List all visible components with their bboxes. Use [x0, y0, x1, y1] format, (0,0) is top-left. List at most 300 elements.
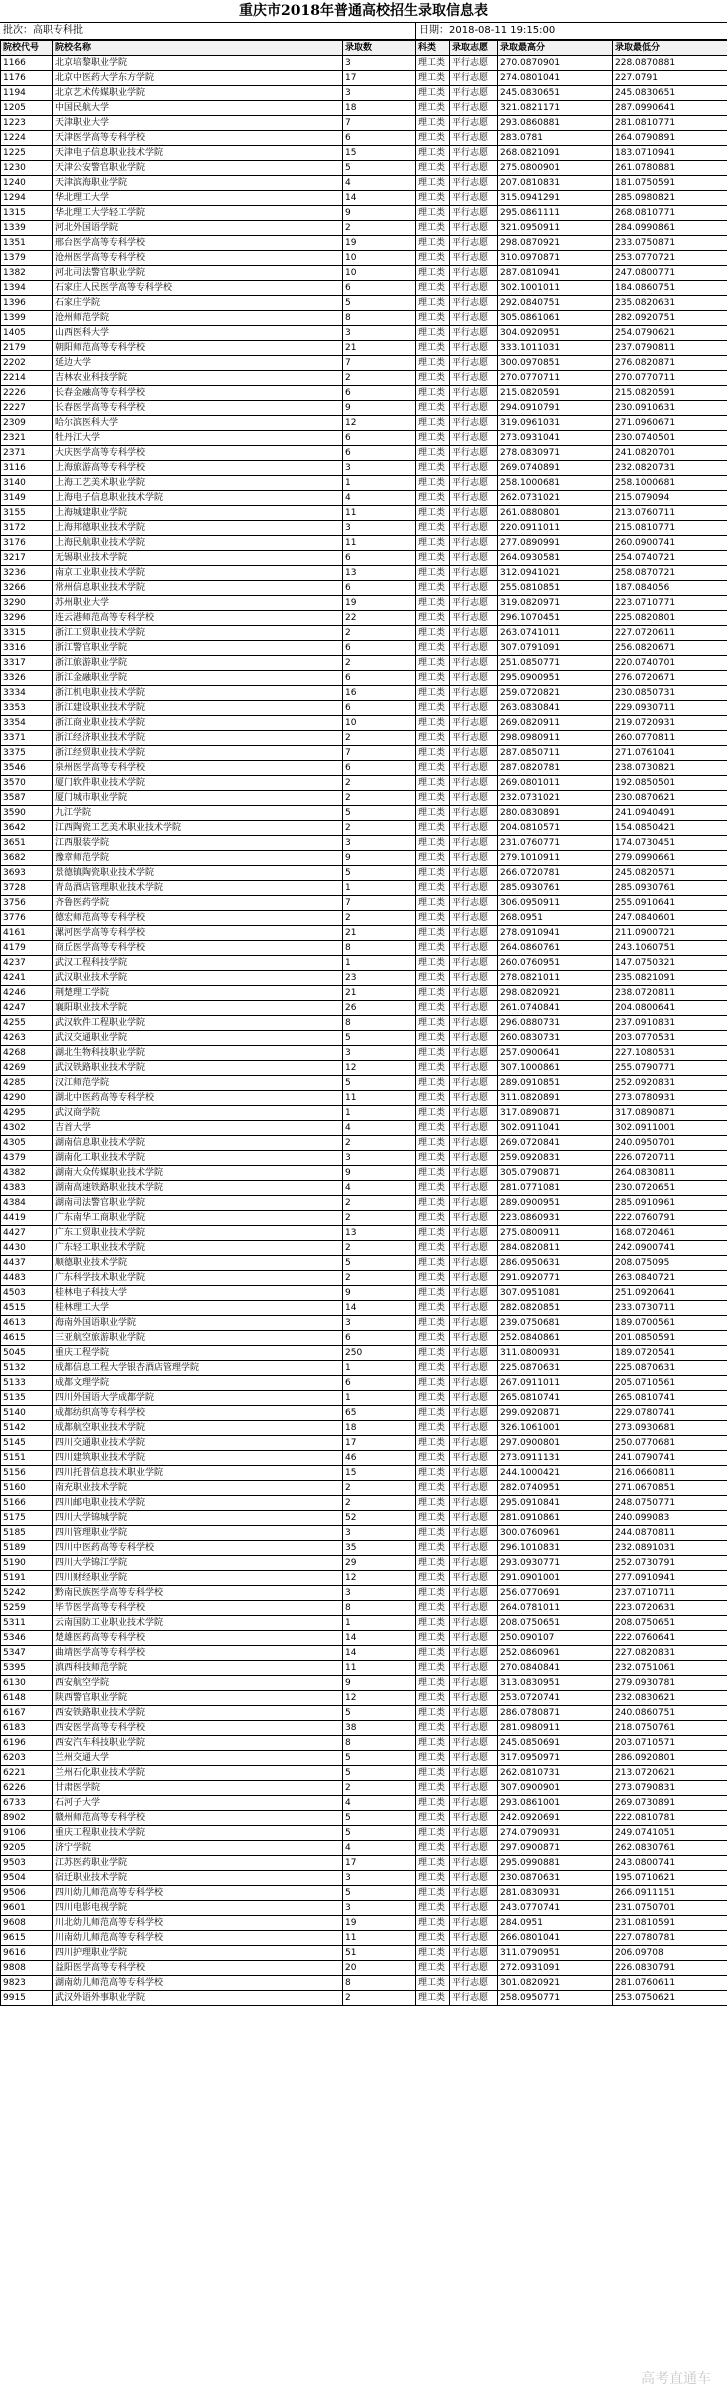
table-row: [1, 1421, 727, 1436]
cell-school-name: 厦门软件职业技术学院: [53, 776, 343, 791]
table-row: [1, 176, 727, 191]
cell-min-score: 220.0740701: [613, 656, 727, 671]
cell-admitted-count: 10: [343, 716, 416, 731]
cell-school-name: 中国民航大学: [53, 101, 343, 116]
cell-max-score: 310.0970871: [498, 251, 613, 266]
cell-min-score: 227.0720611: [613, 626, 727, 641]
cell-admitted-count: 3: [343, 1526, 416, 1541]
cell-min-score: 245.0830651: [613, 86, 727, 101]
cell-preference: 平行志愿: [450, 1991, 498, 2006]
cell-max-score: 251.0850771: [498, 656, 613, 671]
cell-school-name: 吉林农业科技学院: [53, 371, 343, 386]
cell-min-score: 227.0791: [613, 71, 727, 86]
cell-min-score: 213.0720621: [613, 1766, 727, 1781]
cell-preference: 平行志愿: [450, 1121, 498, 1136]
header-row: [1, 41, 727, 56]
table-row: [1, 1436, 727, 1451]
cell-preference: 平行志愿: [450, 176, 498, 191]
cell-preference: 平行志愿: [450, 776, 498, 791]
cell-school-code: 6203: [1, 1751, 53, 1766]
cell-admitted-count: 2: [343, 1991, 416, 2006]
table-row: [1, 1616, 727, 1631]
cell-school-code: 1315: [1, 206, 53, 221]
cell-preference: 平行志愿: [450, 971, 498, 986]
cell-preference: 平行志愿: [450, 956, 498, 971]
table-row: [1, 161, 727, 176]
cell-admitted-count: 2: [343, 656, 416, 671]
cell-school-name: 河北外国语学院: [53, 221, 343, 236]
cell-subject: 理工类: [416, 386, 450, 401]
cell-school-code: 3140: [1, 476, 53, 491]
cell-subject: 理工类: [416, 701, 450, 716]
cell-min-score: 195.0710621: [613, 1871, 727, 1886]
cell-school-name: 上海民航职业技术学院: [53, 536, 343, 551]
cell-school-name: 湖南信息职业技术学院: [53, 1136, 343, 1151]
cell-preference: 平行志愿: [450, 791, 498, 806]
table-row: [1, 1586, 727, 1601]
cell-admitted-count: 3: [343, 1316, 416, 1331]
cell-subject: 理工类: [416, 881, 450, 896]
table-body: [1, 56, 727, 2006]
cell-subject: 理工类: [416, 146, 450, 161]
cell-subject: 理工类: [416, 1826, 450, 1841]
cell-max-score: 215.0820591: [498, 386, 613, 401]
cell-admitted-count: 6: [343, 1331, 416, 1346]
cell-preference: 平行志愿: [450, 1661, 498, 1676]
cell-max-score: 307.0900901: [498, 1781, 613, 1796]
cell-school-name: 四川大学锦城学院: [53, 1511, 343, 1526]
table-row: [1, 356, 727, 371]
cell-school-code: 5189: [1, 1541, 53, 1556]
cell-school-name: 上海城建职业学院: [53, 506, 343, 521]
cell-school-name: 天津滨海职业学院: [53, 176, 343, 191]
cell-subject: 理工类: [416, 641, 450, 656]
cell-subject: 理工类: [416, 671, 450, 686]
cell-admitted-count: 4: [343, 1796, 416, 1811]
cell-school-name: 顺德职业技术学院: [53, 1256, 343, 1271]
cell-preference: 平行志愿: [450, 1181, 498, 1196]
cell-subject: 理工类: [416, 1196, 450, 1211]
cell-admitted-count: 3: [343, 1871, 416, 1886]
cell-min-score: 201.0850591: [613, 1331, 727, 1346]
cell-admitted-count: 5: [343, 1766, 416, 1781]
cell-admitted-count: 6: [343, 386, 416, 401]
cell-admitted-count: 5: [343, 866, 416, 881]
cell-preference: 平行志愿: [450, 1091, 498, 1106]
cell-preference: 平行志愿: [450, 1166, 498, 1181]
cell-school-name: 湖南大众传媒职业技术学院: [53, 1166, 343, 1181]
cell-max-score: 284.0820811: [498, 1241, 613, 1256]
cell-school-name: 浙江工贸职业技术学院: [53, 626, 343, 641]
cell-admitted-count: 18: [343, 101, 416, 116]
cell-subject: 理工类: [416, 551, 450, 566]
cell-max-score: 278.0910941: [498, 926, 613, 941]
cell-preference: 平行志愿: [450, 1796, 498, 1811]
cell-subject: 理工类: [416, 1361, 450, 1376]
cell-min-score: 271.0670851: [613, 1481, 727, 1496]
cell-max-score: 255.0810851: [498, 581, 613, 596]
table-row: [1, 1826, 727, 1841]
cell-preference: 平行志愿: [450, 641, 498, 656]
cell-max-score: 239.0750681: [498, 1316, 613, 1331]
table-row: [1, 776, 727, 791]
cell-subject: 理工类: [416, 1856, 450, 1871]
header-school-code: 院校代号: [1, 41, 53, 56]
cell-min-score: 229.0930711: [613, 701, 727, 716]
cell-school-name: 厦门城市职业学院: [53, 791, 343, 806]
cell-subject: 理工类: [416, 476, 450, 491]
cell-school-code: 5133: [1, 1376, 53, 1391]
cell-school-code: 5135: [1, 1391, 53, 1406]
cell-school-code: 4263: [1, 1031, 53, 1046]
cell-subject: 理工类: [416, 221, 450, 236]
cell-school-name: 上海工艺美术职业学院: [53, 476, 343, 491]
cell-max-score: 297.0900801: [498, 1436, 613, 1451]
cell-school-name: 南充职业技术学院: [53, 1481, 343, 1496]
table-row: [1, 191, 727, 206]
cell-admitted-count: 1: [343, 881, 416, 896]
cell-subject: 理工类: [416, 86, 450, 101]
cell-subject: 理工类: [416, 1901, 450, 1916]
cell-subject: 理工类: [416, 716, 450, 731]
cell-subject: 理工类: [416, 566, 450, 581]
cell-school-name: 湖南幼儿师范高等专科学校: [53, 1976, 343, 1991]
cell-max-score: 262.0731021: [498, 491, 613, 506]
cell-min-score: 242.0900741: [613, 1241, 727, 1256]
cell-school-code: 1166: [1, 56, 53, 71]
cell-min-score: 254.0790621: [613, 326, 727, 341]
table-row: [1, 596, 727, 611]
cell-max-score: 256.0770691: [498, 1586, 613, 1601]
cell-min-score: 271.0761041: [613, 746, 727, 761]
cell-max-score: 289.0910851: [498, 1076, 613, 1091]
cell-preference: 平行志愿: [450, 236, 498, 251]
cell-school-name: 四川中医药高等专科学校: [53, 1541, 343, 1556]
cell-min-score: 287.0990641: [613, 101, 727, 116]
cell-max-score: 264.0781011: [498, 1601, 613, 1616]
cell-preference: 平行志愿: [450, 71, 498, 86]
cell-subject: 理工类: [416, 1316, 450, 1331]
table-row: [1, 806, 727, 821]
cell-school-name: 济宁学院: [53, 1841, 343, 1856]
cell-subject: 理工类: [416, 1271, 450, 1286]
cell-school-name: 浙江经贸职业技术学院: [53, 746, 343, 761]
cell-subject: 理工类: [416, 1496, 450, 1511]
cell-min-score: 187.084056: [613, 581, 727, 596]
batch-label: 批次：高职专科批: [3, 25, 83, 36]
cell-school-name: 河北司法警官职业学院: [53, 266, 343, 281]
cell-max-score: 230.0870631: [498, 1871, 613, 1886]
table-row: [1, 1661, 727, 1676]
cell-admitted-count: 14: [343, 1301, 416, 1316]
cell-school-code: 1230: [1, 161, 53, 176]
cell-admitted-count: 3: [343, 836, 416, 851]
cell-school-code: 1405: [1, 326, 53, 341]
cell-school-code: 3371: [1, 731, 53, 746]
cell-admitted-count: 4: [343, 1121, 416, 1136]
table-row: [1, 1916, 727, 1931]
cell-max-score: 245.0830651: [498, 86, 613, 101]
cell-max-score: 223.0860931: [498, 1211, 613, 1226]
cell-school-code: 4179: [1, 941, 53, 956]
cell-school-name: 沧州师范学院: [53, 311, 343, 326]
cell-max-score: 264.0930581: [498, 551, 613, 566]
cell-school-name: 青岛酒店管理职业技术学院: [53, 881, 343, 896]
cell-subject: 理工类: [416, 1631, 450, 1646]
cell-school-code: 5151: [1, 1451, 53, 1466]
cell-school-name: 天津医学高等专科学校: [53, 131, 343, 146]
cell-max-score: 242.0920691: [498, 1811, 613, 1826]
cell-school-name: 无锡职业技术学院: [53, 551, 343, 566]
cell-preference: 平行志愿: [450, 506, 498, 521]
cell-min-score: 203.0710571: [613, 1736, 727, 1751]
cell-max-score: 282.0740951: [498, 1481, 613, 1496]
cell-school-code: 3172: [1, 521, 53, 536]
cell-admitted-count: 3: [343, 461, 416, 476]
cell-admitted-count: 20: [343, 1961, 416, 1976]
cell-admitted-count: 14: [343, 1646, 416, 1661]
cell-school-name: 四川大学锦江学院: [53, 1556, 343, 1571]
table-row: [1, 731, 727, 746]
cell-max-score: 204.0810571: [498, 821, 613, 836]
cell-school-name: 西安铁路职业技术学院: [53, 1706, 343, 1721]
cell-school-name: 北京中医药大学东方学院: [53, 71, 343, 86]
cell-min-score: 253.0770721: [613, 251, 727, 266]
cell-admitted-count: 2: [343, 1496, 416, 1511]
table-row: [1, 851, 727, 866]
cell-school-code: 4268: [1, 1046, 53, 1061]
cell-min-score: 230.0720651: [613, 1181, 727, 1196]
cell-admitted-count: 1: [343, 956, 416, 971]
cell-min-score: 255.0790771: [613, 1061, 727, 1076]
cell-school-name: 四川外国语大学成都学院: [53, 1391, 343, 1406]
cell-preference: 平行志愿: [450, 371, 498, 386]
table-row: [1, 116, 727, 131]
cell-admitted-count: 6: [343, 641, 416, 656]
cell-school-name: 景德镇陶瓷职业技术学院: [53, 866, 343, 881]
cell-max-score: 289.0900951: [498, 1196, 613, 1211]
cell-school-name: 浙江旅游职业学院: [53, 656, 343, 671]
cell-preference: 平行志愿: [450, 191, 498, 206]
table-row: [1, 971, 727, 986]
cell-subject: 理工类: [416, 1541, 450, 1556]
cell-subject: 理工类: [416, 1421, 450, 1436]
cell-school-name: 四川交通职业技术学院: [53, 1436, 343, 1451]
cell-school-name: 漯河医学高等专科学校: [53, 926, 343, 941]
cell-school-code: 3317: [1, 656, 53, 671]
cell-admitted-count: 5: [343, 1751, 416, 1766]
cell-max-score: 307.0951081: [498, 1286, 613, 1301]
cell-max-score: 267.0911011: [498, 1376, 613, 1391]
cell-subject: 理工类: [416, 806, 450, 821]
table-row: [1, 1991, 727, 2006]
table-row: [1, 1031, 727, 1046]
cell-admitted-count: 9: [343, 401, 416, 416]
table-row: [1, 296, 727, 311]
cell-subject: 理工类: [416, 1556, 450, 1571]
cell-min-score: 317.0890871: [613, 1106, 727, 1121]
table-row: [1, 1181, 727, 1196]
cell-subject: 理工类: [416, 1811, 450, 1826]
cell-school-name: 吉首大学: [53, 1121, 343, 1136]
cell-preference: 平行志愿: [450, 101, 498, 116]
cell-min-score: 238.0720811: [613, 986, 727, 1001]
cell-admitted-count: 6: [343, 281, 416, 296]
table-row: [1, 1886, 727, 1901]
cell-subject: 理工类: [416, 101, 450, 116]
cell-subject: 理工类: [416, 296, 450, 311]
cell-max-score: 269.0720841: [498, 1136, 613, 1151]
cell-admitted-count: 26: [343, 1001, 416, 1016]
cell-preference: 平行志愿: [450, 941, 498, 956]
cell-preference: 平行志愿: [450, 1601, 498, 1616]
table-row: [1, 1631, 727, 1646]
table-row: [1, 761, 727, 776]
cell-school-name: 西安汽车科技职业学院: [53, 1736, 343, 1751]
cell-school-code: 5160: [1, 1481, 53, 1496]
header-min-score: 录取最低分: [613, 41, 727, 56]
cell-admitted-count: 2: [343, 1781, 416, 1796]
table-row: [1, 1016, 727, 1031]
cell-preference: 平行志愿: [450, 281, 498, 296]
cell-admitted-count: 11: [343, 1931, 416, 1946]
cell-min-score: 219.0720931: [613, 716, 727, 731]
cell-school-name: 豫章师范学院: [53, 851, 343, 866]
cell-preference: 平行志愿: [450, 1691, 498, 1706]
cell-min-score: 285.0910961: [613, 1196, 727, 1211]
header-school-name: 院校名称: [53, 41, 343, 56]
cell-max-score: 304.0920951: [498, 326, 613, 341]
cell-min-score: 261.0780881: [613, 161, 727, 176]
cell-school-name: 广东工贸职业技术学院: [53, 1226, 343, 1241]
cell-min-score: 281.0810771: [613, 116, 727, 131]
cell-max-score: 302.1001011: [498, 281, 613, 296]
cell-admitted-count: 2: [343, 1481, 416, 1496]
cell-min-score: 154.0850421: [613, 821, 727, 836]
cell-admitted-count: 6: [343, 431, 416, 446]
cell-max-score: 285.0930761: [498, 881, 613, 896]
cell-admitted-count: 2: [343, 1136, 416, 1151]
cell-subject: 理工类: [416, 1346, 450, 1361]
cell-admitted-count: 2: [343, 1271, 416, 1286]
cell-preference: 平行志愿: [450, 1466, 498, 1481]
cell-school-name: 川南幼儿师范高等专科学校: [53, 1931, 343, 1946]
cell-preference: 平行志愿: [450, 1526, 498, 1541]
cell-subject: 理工类: [416, 341, 450, 356]
table-row: [1, 1901, 727, 1916]
cell-school-code: 6226: [1, 1781, 53, 1796]
cell-max-score: 293.0861001: [498, 1796, 613, 1811]
cell-preference: 平行志愿: [450, 1676, 498, 1691]
cell-admitted-count: 8: [343, 1016, 416, 1031]
table-row: [1, 446, 727, 461]
cell-max-score: 301.0820921: [498, 1976, 613, 1991]
cell-school-code: 3693: [1, 866, 53, 881]
cell-min-score: 260.0770811: [613, 731, 727, 746]
cell-subject: 理工类: [416, 1091, 450, 1106]
cell-max-score: 258.0950771: [498, 1991, 613, 2006]
cell-max-score: 252.0840861: [498, 1331, 613, 1346]
cell-preference: 平行志愿: [450, 746, 498, 761]
cell-admitted-count: 6: [343, 581, 416, 596]
cell-subject: 理工类: [416, 1916, 450, 1931]
cell-school-name: 成都航空职业技术学院: [53, 1421, 343, 1436]
cell-school-name: 江西陶瓷工艺美术职业技术学院: [53, 821, 343, 836]
cell-admitted-count: 51: [343, 1946, 416, 1961]
cell-admitted-count: 23: [343, 971, 416, 986]
table-row: [1, 1871, 727, 1886]
cell-school-name: 西安航空学院: [53, 1676, 343, 1691]
cell-preference: 平行志愿: [450, 476, 498, 491]
cell-max-score: 300.0970851: [498, 356, 613, 371]
cell-subject: 理工类: [416, 596, 450, 611]
cell-subject: 理工类: [416, 401, 450, 416]
cell-school-code: 5185: [1, 1526, 53, 1541]
cell-min-score: 215.079094: [613, 491, 727, 506]
cell-admitted-count: 13: [343, 566, 416, 581]
cell-preference: 平行志愿: [450, 341, 498, 356]
cell-school-code: 3546: [1, 761, 53, 776]
table-row: [1, 1046, 727, 1061]
cell-min-score: 240.0860751: [613, 1706, 727, 1721]
cell-school-code: 5259: [1, 1601, 53, 1616]
cell-school-name: 滇西科技师范学院: [53, 1661, 343, 1676]
cell-school-code: 4379: [1, 1151, 53, 1166]
cell-admitted-count: 9: [343, 1166, 416, 1181]
cell-min-score: 174.0730451: [613, 836, 727, 851]
table-row: [1, 1856, 727, 1871]
header-max-score: 录取最高分: [498, 41, 613, 56]
cell-subject: 理工类: [416, 1001, 450, 1016]
cell-preference: 平行志愿: [450, 296, 498, 311]
cell-subject: 理工类: [416, 1721, 450, 1736]
date-label: 日期：2018-08-11 19:15:00: [415, 23, 727, 39]
cell-min-score: 265.0810741: [613, 1391, 727, 1406]
meta-row: [0, 23, 727, 40]
cell-preference: 平行志愿: [450, 1946, 498, 1961]
cell-preference: 平行志愿: [450, 1271, 498, 1286]
cell-max-score: 293.0860881: [498, 116, 613, 131]
cell-preference: 平行志愿: [450, 626, 498, 641]
cell-min-score: 270.0770711: [613, 371, 727, 386]
cell-max-score: 261.0740841: [498, 1001, 613, 1016]
cell-min-score: 237.0710711: [613, 1586, 727, 1601]
cell-school-name: 楚雄医药高等专科学校: [53, 1631, 343, 1646]
cell-min-score: 223.0720631: [613, 1601, 727, 1616]
cell-max-score: 268.0821091: [498, 146, 613, 161]
cell-subject: 理工类: [416, 1016, 450, 1031]
cell-school-name: 川北幼儿师范高等专科学校: [53, 1916, 343, 1931]
cell-subject: 理工类: [416, 1046, 450, 1061]
cell-subject: 理工类: [416, 1481, 450, 1496]
cell-subject: 理工类: [416, 446, 450, 461]
cell-min-score: 181.0750591: [613, 176, 727, 191]
cell-school-name: 天津公安警官职业学院: [53, 161, 343, 176]
cell-max-score: 268.0951: [498, 911, 613, 926]
cell-school-code: 3266: [1, 581, 53, 596]
cell-school-code: 4419: [1, 1211, 53, 1226]
cell-admitted-count: 6: [343, 671, 416, 686]
cell-max-score: 261.0880801: [498, 506, 613, 521]
table-row: [1, 1196, 727, 1211]
cell-max-score: 263.0741011: [498, 626, 613, 641]
cell-max-score: 312.0941021: [498, 566, 613, 581]
cell-preference: 平行志愿: [450, 1826, 498, 1841]
table-row: [1, 1406, 727, 1421]
table-row: [1, 1346, 727, 1361]
table-row: [1, 1121, 727, 1136]
cell-school-code: 4246: [1, 986, 53, 1001]
